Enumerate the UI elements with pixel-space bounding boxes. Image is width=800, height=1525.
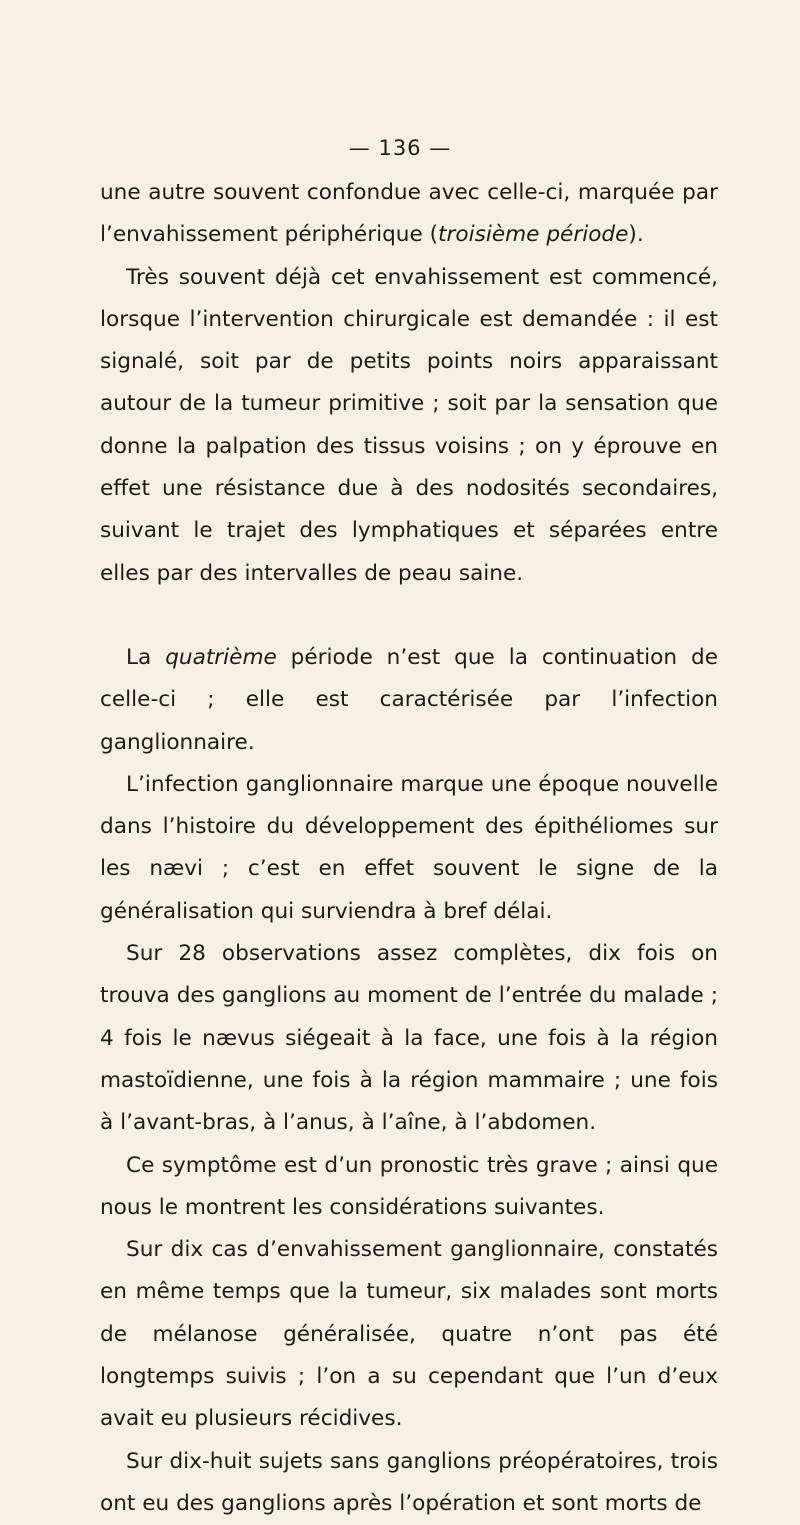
- text-run: Sur 28 observations assez complètes, dix fois on trouva des ganglions au moment de l’entrée du malade ; 4 fois le nævus siégeait à la face, une fois à la région mastoïdienne, une fois à la région mammaire ; une fois à l’avant-bras, à l’anus, à l’aîne, à l’abdomen.: [100, 941, 718, 1136]
- text-run: Sur dix-huit sujets sans ganglions préopératoires, trois ont eu des ganglions après l’opération et sont morts de: [100, 1448, 718, 1516]
- text-run: ).: [628, 222, 644, 248]
- paragraph: [100, 933, 718, 1144]
- paragraph: [100, 1441, 718, 1525]
- paragraph: [100, 1145, 718, 1230]
- text-run: période n’est que la continuation de celle-ci ; elle est caractérisée par l’infection ganglionnaire.: [100, 644, 718, 755]
- text-run: L’infection ganglionnaire marque une époque nouvelle dans l’histoire du développement des épithéliomes sur les nævi ; c’est en effet souvent le signe de la généralisation qui surviendra à bref délai.: [100, 771, 718, 924]
- body-text: [100, 172, 718, 1525]
- text-run: La: [126, 644, 166, 670]
- text-run: Sur dix cas d’envahissement ganglionnaire, constatés en même temps que la tumeur, six malades sont morts de mélanose généralisée, quatre n’ont pas été longtemps suivis ; l’on a su cependant que l’un d’eux avait eu plusieurs récidives.: [100, 1237, 718, 1432]
- page-number: — 136 —: [348, 136, 452, 160]
- paragraph: [100, 1229, 718, 1440]
- paragraph: [100, 637, 718, 764]
- text-run: une autre souvent confondue avec celle-ci, marquée par l’envahissement périphérique (: [100, 180, 718, 248]
- paragraph: [100, 764, 718, 933]
- italic-text: troisième période: [438, 222, 629, 248]
- text-run: Très souvent déjà cet envahissement est commencé, lorsque l’intervention chirurgicale est demandée : il est signalé, soit par de petits points noirs apparaissant autour de la tumeur primitive ; soit par la sensation que donne la palpation des tissus voisins ; on y éprouve en effet une résistance due à des nodosités secondaires, suivant le trajet des lymphatiques et séparées entre elles par des intervalles de peau saine.: [100, 264, 718, 586]
- italic-text: quatrième: [165, 644, 277, 670]
- paragraph: [100, 257, 718, 595]
- paragraph: [100, 172, 718, 257]
- text-run: Ce symptôme est d’un pronostic très grave ; ainsi que nous le montrent les considérations suivantes.: [100, 1152, 718, 1220]
